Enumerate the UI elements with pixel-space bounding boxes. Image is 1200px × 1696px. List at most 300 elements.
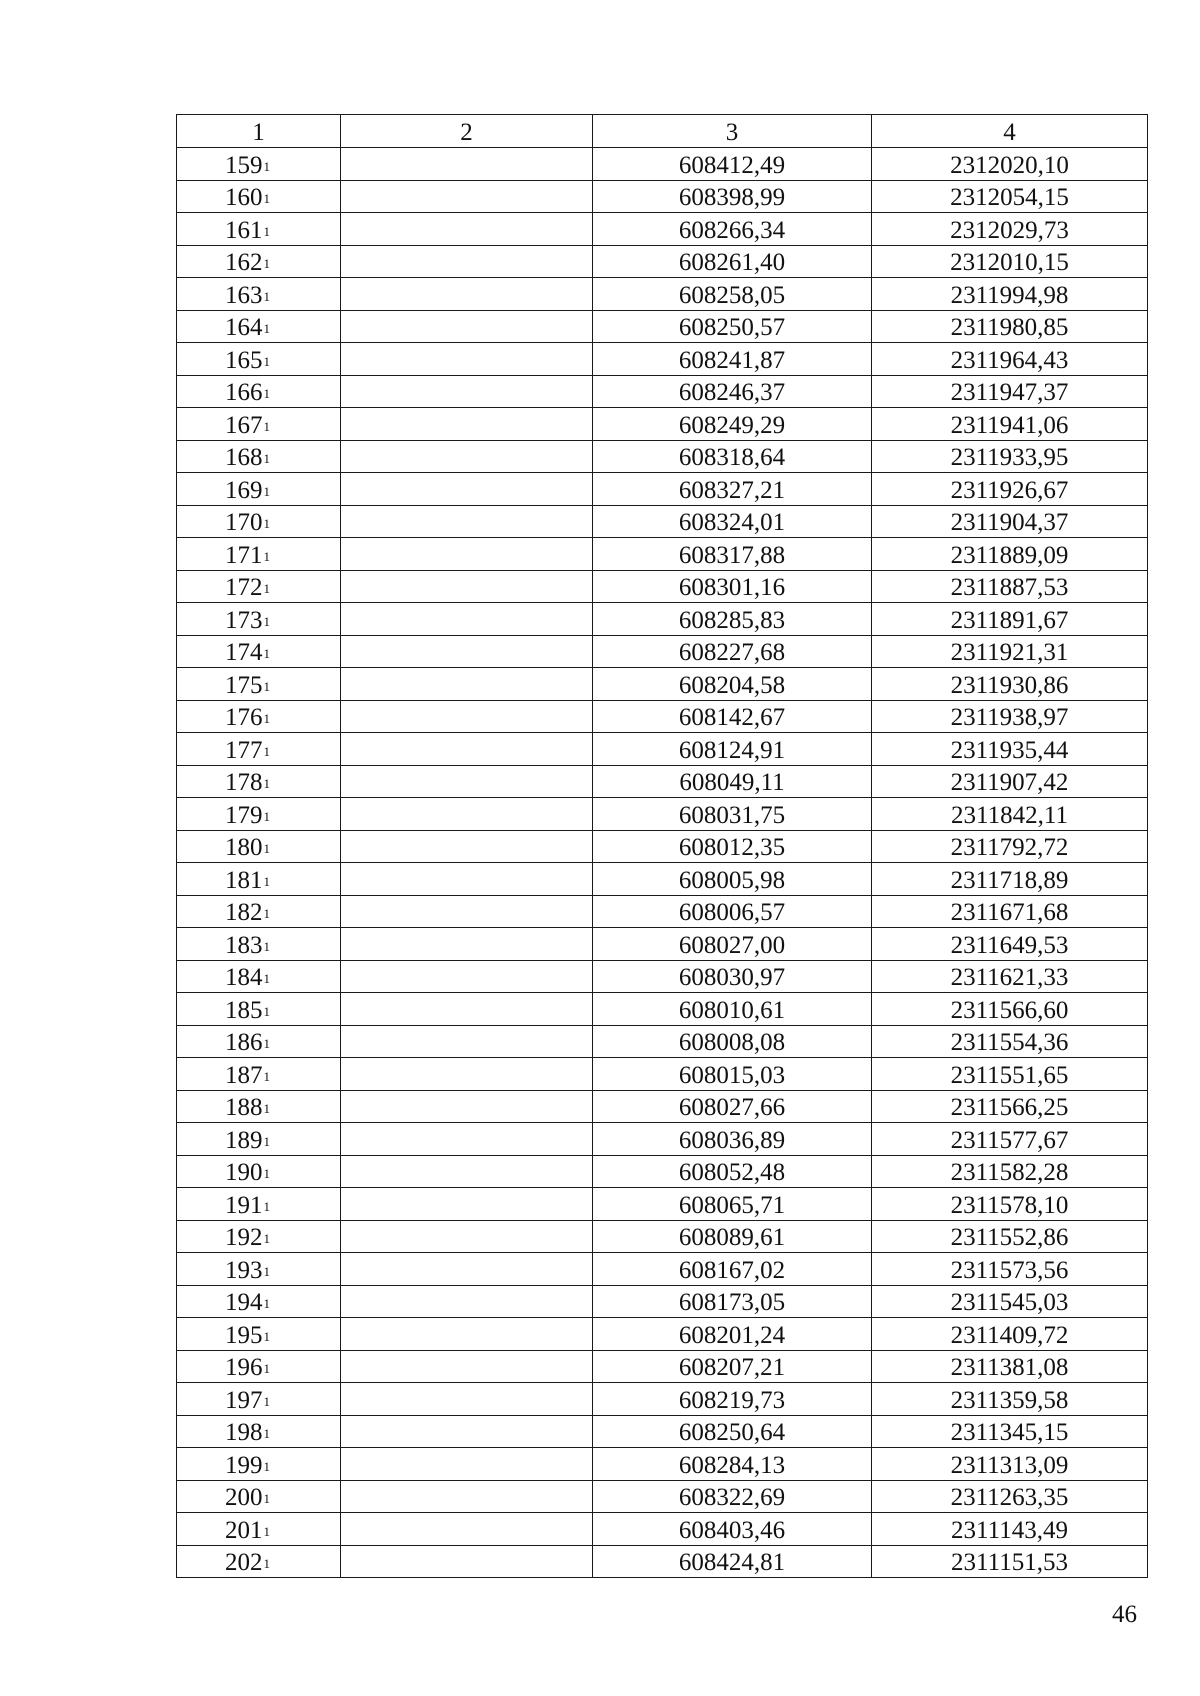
point-number-cell [177,375,341,408]
x-coordinate-cell: 608249,29 [593,408,872,441]
table-row [177,473,1148,506]
x-coordinate-cell: 608258,05 [593,278,872,311]
empty-cell [341,148,593,181]
point-number-cell [177,668,341,701]
point-superscript: 1 [263,1101,270,1116]
empty-cell [341,180,593,213]
empty-cell [341,1350,593,1383]
empty-cell [341,960,593,993]
point-number-cell [177,408,341,441]
x-coordinate-cell: 608089,61 [593,1220,872,1253]
point-number: 195 [225,1321,263,1349]
table-row [177,733,1148,766]
point-number-cell [177,700,341,733]
x-coordinate-cell: 608204,58 [593,668,872,701]
empty-cell [341,1513,593,1546]
point-number: 196 [225,1354,263,1381]
point-number: 171 [225,541,263,569]
point-superscript: 1 [263,386,270,401]
table-row [177,928,1148,961]
point-superscript: 1 [263,191,270,206]
x-coordinate-cell: 608318,64 [593,440,872,473]
table-row [177,1285,1148,1318]
x-coordinate-cell: 608010,61 [593,993,872,1026]
y-coordinate-cell: 2311582,28 [872,1155,1148,1188]
empty-cell [341,1480,593,1513]
table-body [177,148,1148,1578]
point-number: 162 [225,249,263,276]
point-number-cell [177,1058,341,1091]
point-number: 181 [225,866,263,894]
point-number-cell [177,1253,341,1286]
y-coordinate-cell: 2312020,10 [872,148,1148,181]
y-coordinate-cell: 2311964,43 [872,343,1148,376]
point-superscript: 1 [263,711,270,726]
y-coordinate-cell: 2311947,37 [872,375,1148,408]
table-row [177,1480,1148,1513]
x-coordinate-cell: 608327,21 [593,473,872,506]
point-number-cell [177,1285,341,1318]
y-coordinate-cell: 2311792,72 [872,830,1148,863]
empty-cell [341,408,593,441]
table-row [177,1350,1148,1383]
x-coordinate-cell: 608227,68 [593,635,872,668]
table-row [177,1513,1148,1546]
point-number: 168 [225,444,263,471]
x-coordinate-cell: 608124,91 [593,733,872,766]
point-number-cell [177,148,341,181]
x-coordinate-cell: 608322,69 [593,1480,872,1513]
point-number-cell [177,798,341,831]
point-number: 178 [225,769,263,796]
point-number: 179 [225,801,263,829]
x-coordinate-cell: 608049,11 [593,765,872,798]
point-number-cell [177,1350,341,1383]
x-coordinate-cell: 608027,00 [593,928,872,961]
x-coordinate-cell: 608317,88 [593,538,872,571]
x-coordinate-cell: 608006,57 [593,895,872,928]
point-number-cell [177,1090,341,1123]
point-number-cell [177,1188,341,1221]
column-header-1: 1 [177,115,341,148]
point-number: 161 [225,216,263,244]
empty-cell [341,538,593,571]
point-superscript: 1 [263,1198,270,1214]
table-row [177,895,1148,928]
point-superscript: 1 [263,288,270,304]
point-superscript: 1 [263,1036,270,1051]
empty-cell [341,798,593,831]
empty-cell [341,343,593,376]
point-superscript: 1 [263,1328,270,1344]
y-coordinate-cell: 2311891,67 [872,603,1148,636]
y-coordinate-cell: 2311933,95 [872,440,1148,473]
empty-cell [341,863,593,896]
point-number-cell [177,505,341,538]
empty-cell [341,1025,593,1058]
point-number: 200 [225,1484,263,1511]
point-number: 165 [225,346,263,374]
y-coordinate-cell: 2311718,89 [872,863,1148,896]
point-superscript: 1 [263,1458,270,1474]
point-number-cell [177,440,341,473]
point-number-cell [177,245,341,278]
table-row [177,765,1148,798]
table-row [177,830,1148,863]
empty-cell [341,1318,593,1351]
point-number-cell [177,928,341,961]
table-row [177,538,1148,571]
table-row [177,245,1148,278]
y-coordinate-cell: 2312029,73 [872,213,1148,246]
point-number: 202 [225,1549,263,1576]
table-row [177,863,1148,896]
table-row [177,148,1148,181]
table-row [177,1415,1148,1448]
point-number: 170 [225,509,263,536]
table-row [177,1058,1148,1091]
y-coordinate-cell: 2311409,72 [872,1318,1148,1351]
x-coordinate-cell: 608031,75 [593,798,872,831]
y-coordinate-cell: 2311313,09 [872,1448,1148,1481]
y-coordinate-cell: 2311577,67 [872,1123,1148,1156]
point-superscript: 1 [263,873,270,889]
point-superscript: 1 [263,353,270,369]
point-superscript: 1 [263,808,270,824]
x-coordinate-cell: 608424,81 [593,1545,872,1578]
table-header-row [177,115,1148,148]
y-coordinate-cell: 2312010,15 [872,245,1148,278]
empty-cell [341,278,593,311]
point-superscript: 1 [263,971,270,986]
point-number-cell [177,1155,341,1188]
y-coordinate-cell: 2311941,06 [872,408,1148,441]
table-row [177,408,1148,441]
table-row [177,570,1148,603]
point-number: 160 [225,184,263,211]
x-coordinate-cell: 608167,02 [593,1253,872,1286]
table-row [177,1188,1148,1221]
point-number: 176 [225,704,263,731]
y-coordinate-cell: 2311671,68 [872,895,1148,928]
point-number: 183 [225,931,263,959]
point-superscript: 1 [263,1491,270,1506]
table-row [177,1383,1148,1416]
table-row [177,213,1148,246]
point-number-cell [177,343,341,376]
point-superscript: 1 [263,483,270,499]
y-coordinate-cell: 2311889,09 [872,538,1148,571]
y-coordinate-cell: 2311926,67 [872,473,1148,506]
empty-cell [341,1253,593,1286]
empty-cell [341,213,593,246]
point-number: 185 [225,996,263,1024]
point-number: 189 [225,1126,263,1154]
point-number: 164 [225,314,263,341]
point-superscript: 1 [263,678,270,694]
point-number-cell [177,603,341,636]
point-number: 163 [225,281,263,309]
y-coordinate-cell: 2311621,33 [872,960,1148,993]
point-number: 188 [225,1094,263,1121]
x-coordinate-cell: 608052,48 [593,1155,872,1188]
point-superscript: 1 [263,223,270,239]
point-number-cell [177,863,341,896]
point-superscript: 1 [263,1393,270,1409]
empty-cell [341,635,593,668]
point-number-cell [177,765,341,798]
point-number: 198 [225,1419,263,1446]
point-number-cell [177,1025,341,1058]
x-coordinate-cell: 608250,57 [593,310,872,343]
empty-cell [341,310,593,343]
x-coordinate-cell: 608142,67 [593,700,872,733]
point-number-cell [177,1448,341,1481]
empty-cell [341,1448,593,1481]
point-number: 194 [225,1289,263,1316]
point-number-cell [177,1513,341,1546]
point-superscript: 1 [263,158,270,174]
point-superscript: 1 [263,1263,270,1279]
empty-cell [341,830,593,863]
point-number-cell [177,538,341,571]
y-coordinate-cell: 2311994,98 [872,278,1148,311]
y-coordinate-cell: 2311887,53 [872,570,1148,603]
point-superscript: 1 [263,1166,270,1181]
y-coordinate-cell: 2311151,53 [872,1545,1148,1578]
y-coordinate-cell: 2311359,58 [872,1383,1148,1416]
empty-cell [341,928,593,961]
y-coordinate-cell: 2311573,56 [872,1253,1148,1286]
y-coordinate-cell: 2311935,44 [872,733,1148,766]
point-superscript: 1 [263,321,270,336]
point-number: 173 [225,606,263,634]
point-superscript: 1 [263,1426,270,1441]
point-number: 166 [225,379,263,406]
x-coordinate-cell: 608301,16 [593,570,872,603]
empty-cell [341,733,593,766]
y-coordinate-cell: 2311545,03 [872,1285,1148,1318]
empty-cell [341,505,593,538]
point-number: 197 [225,1386,263,1414]
y-coordinate-cell: 2311551,65 [872,1058,1148,1091]
x-coordinate-cell: 608246,37 [593,375,872,408]
y-coordinate-cell: 2311938,97 [872,700,1148,733]
point-superscript: 1 [263,418,270,434]
x-coordinate-cell: 608219,73 [593,1383,872,1416]
table-row [177,1123,1148,1156]
y-coordinate-cell: 2311578,10 [872,1188,1148,1221]
y-coordinate-cell: 2311980,85 [872,310,1148,343]
y-coordinate-cell: 2311930,86 [872,668,1148,701]
empty-cell [341,1123,593,1156]
empty-cell [341,895,593,928]
table-row [177,1448,1148,1481]
y-coordinate-cell: 2312054,15 [872,180,1148,213]
table-row [177,993,1148,1026]
point-number-cell [177,895,341,928]
point-number: 159 [225,151,263,179]
point-number-cell [177,960,341,993]
point-superscript: 1 [263,646,270,661]
table-row [177,1025,1148,1058]
point-superscript: 1 [263,776,270,791]
x-coordinate-cell: 608027,66 [593,1090,872,1123]
x-coordinate-cell: 608065,71 [593,1188,872,1221]
point-number-cell [177,733,341,766]
empty-cell [341,1383,593,1416]
y-coordinate-cell: 2311921,31 [872,635,1148,668]
y-coordinate-cell: 2311566,25 [872,1090,1148,1123]
point-superscript: 1 [263,938,270,954]
point-number: 192 [225,1224,263,1251]
point-superscript: 1 [263,1133,270,1149]
empty-cell [341,700,593,733]
empty-cell [341,993,593,1026]
point-number: 190 [225,1159,263,1186]
table-row [177,668,1148,701]
x-coordinate-cell: 608036,89 [593,1123,872,1156]
y-coordinate-cell: 2311904,37 [872,505,1148,538]
point-number-cell [177,830,341,863]
table-row [177,1545,1148,1578]
x-coordinate-cell: 608012,35 [593,830,872,863]
y-coordinate-cell: 2311554,36 [872,1025,1148,1058]
point-superscript: 1 [263,1231,270,1246]
point-number-cell [177,1123,341,1156]
table-row [177,603,1148,636]
point-number-cell [177,278,341,311]
point-superscript: 1 [263,613,270,629]
x-coordinate-cell: 608398,99 [593,180,872,213]
point-number: 167 [225,411,263,439]
point-number-cell [177,1383,341,1416]
empty-cell [341,765,593,798]
x-coordinate-cell: 608261,40 [593,245,872,278]
point-superscript: 1 [263,1523,270,1539]
x-coordinate-cell: 608241,87 [593,343,872,376]
point-number: 180 [225,834,263,861]
empty-cell [341,1415,593,1448]
point-number-cell [177,1545,341,1578]
table-row [177,635,1148,668]
x-coordinate-cell: 608284,13 [593,1448,872,1481]
point-superscript: 1 [263,1361,270,1376]
table-row [177,960,1148,993]
empty-cell [341,668,593,701]
empty-cell [341,375,593,408]
point-superscript: 1 [263,1296,270,1311]
point-number: 191 [225,1191,263,1219]
empty-cell [341,440,593,473]
x-coordinate-cell: 608207,21 [593,1350,872,1383]
table-row [177,343,1148,376]
point-number-cell [177,310,341,343]
point-number: 172 [225,574,263,601]
y-coordinate-cell: 2311649,53 [872,928,1148,961]
table-row [177,1090,1148,1123]
table-row [177,1220,1148,1253]
point-number-cell [177,993,341,1026]
table-row [177,1253,1148,1286]
point-superscript: 1 [263,548,270,564]
point-number-cell [177,570,341,603]
point-number-cell [177,473,341,506]
point-number: 187 [225,1061,263,1089]
table-row [177,278,1148,311]
x-coordinate-cell: 608285,83 [593,603,872,636]
table-row [177,505,1148,538]
point-superscript: 1 [263,256,270,271]
point-superscript: 1 [263,906,270,921]
column-header-3: 3 [593,115,872,148]
point-number: 182 [225,899,263,926]
point-number: 177 [225,736,263,764]
point-superscript: 1 [263,451,270,466]
x-coordinate-cell: 608030,97 [593,960,872,993]
point-superscript: 1 [263,581,270,596]
x-coordinate-cell: 608324,01 [593,505,872,538]
empty-cell [341,245,593,278]
empty-cell [341,570,593,603]
y-coordinate-cell: 2311143,49 [872,1513,1148,1546]
point-superscript: 1 [263,1003,270,1019]
y-coordinate-cell: 2311907,42 [872,765,1148,798]
point-number-cell [177,180,341,213]
point-superscript: 1 [263,841,270,856]
point-number: 186 [225,1029,263,1056]
coordinates-table [176,114,1148,1578]
table-row [177,1318,1148,1351]
empty-cell [341,1285,593,1318]
y-coordinate-cell: 2311552,86 [872,1220,1148,1253]
point-number: 169 [225,476,263,504]
point-number-cell [177,1480,341,1513]
y-coordinate-cell: 2311345,15 [872,1415,1148,1448]
point-number: 193 [225,1256,263,1284]
empty-cell [341,1058,593,1091]
x-coordinate-cell: 608173,05 [593,1285,872,1318]
empty-cell [341,1155,593,1188]
x-coordinate-cell: 608403,46 [593,1513,872,1546]
table-row [177,375,1148,408]
point-number: 175 [225,671,263,699]
empty-cell [341,1188,593,1221]
table-row [177,310,1148,343]
point-number: 184 [225,964,263,991]
point-number: 199 [225,1451,263,1479]
point-number-cell [177,635,341,668]
table-row [177,1155,1148,1188]
point-number: 201 [225,1516,263,1544]
point-number-cell [177,1220,341,1253]
x-coordinate-cell: 608008,08 [593,1025,872,1058]
point-number-cell [177,213,341,246]
point-superscript: 1 [263,516,270,531]
point-superscript: 1 [263,1556,270,1571]
x-coordinate-cell: 608266,34 [593,213,872,246]
table-row [177,798,1148,831]
x-coordinate-cell: 608412,49 [593,148,872,181]
point-number-cell [177,1318,341,1351]
table-row [177,700,1148,733]
x-coordinate-cell: 608005,98 [593,863,872,896]
empty-cell [341,1545,593,1578]
page-number: 46 [1112,1601,1137,1628]
x-coordinate-cell: 608250,64 [593,1415,872,1448]
table-row [177,440,1148,473]
point-number: 174 [225,639,263,666]
